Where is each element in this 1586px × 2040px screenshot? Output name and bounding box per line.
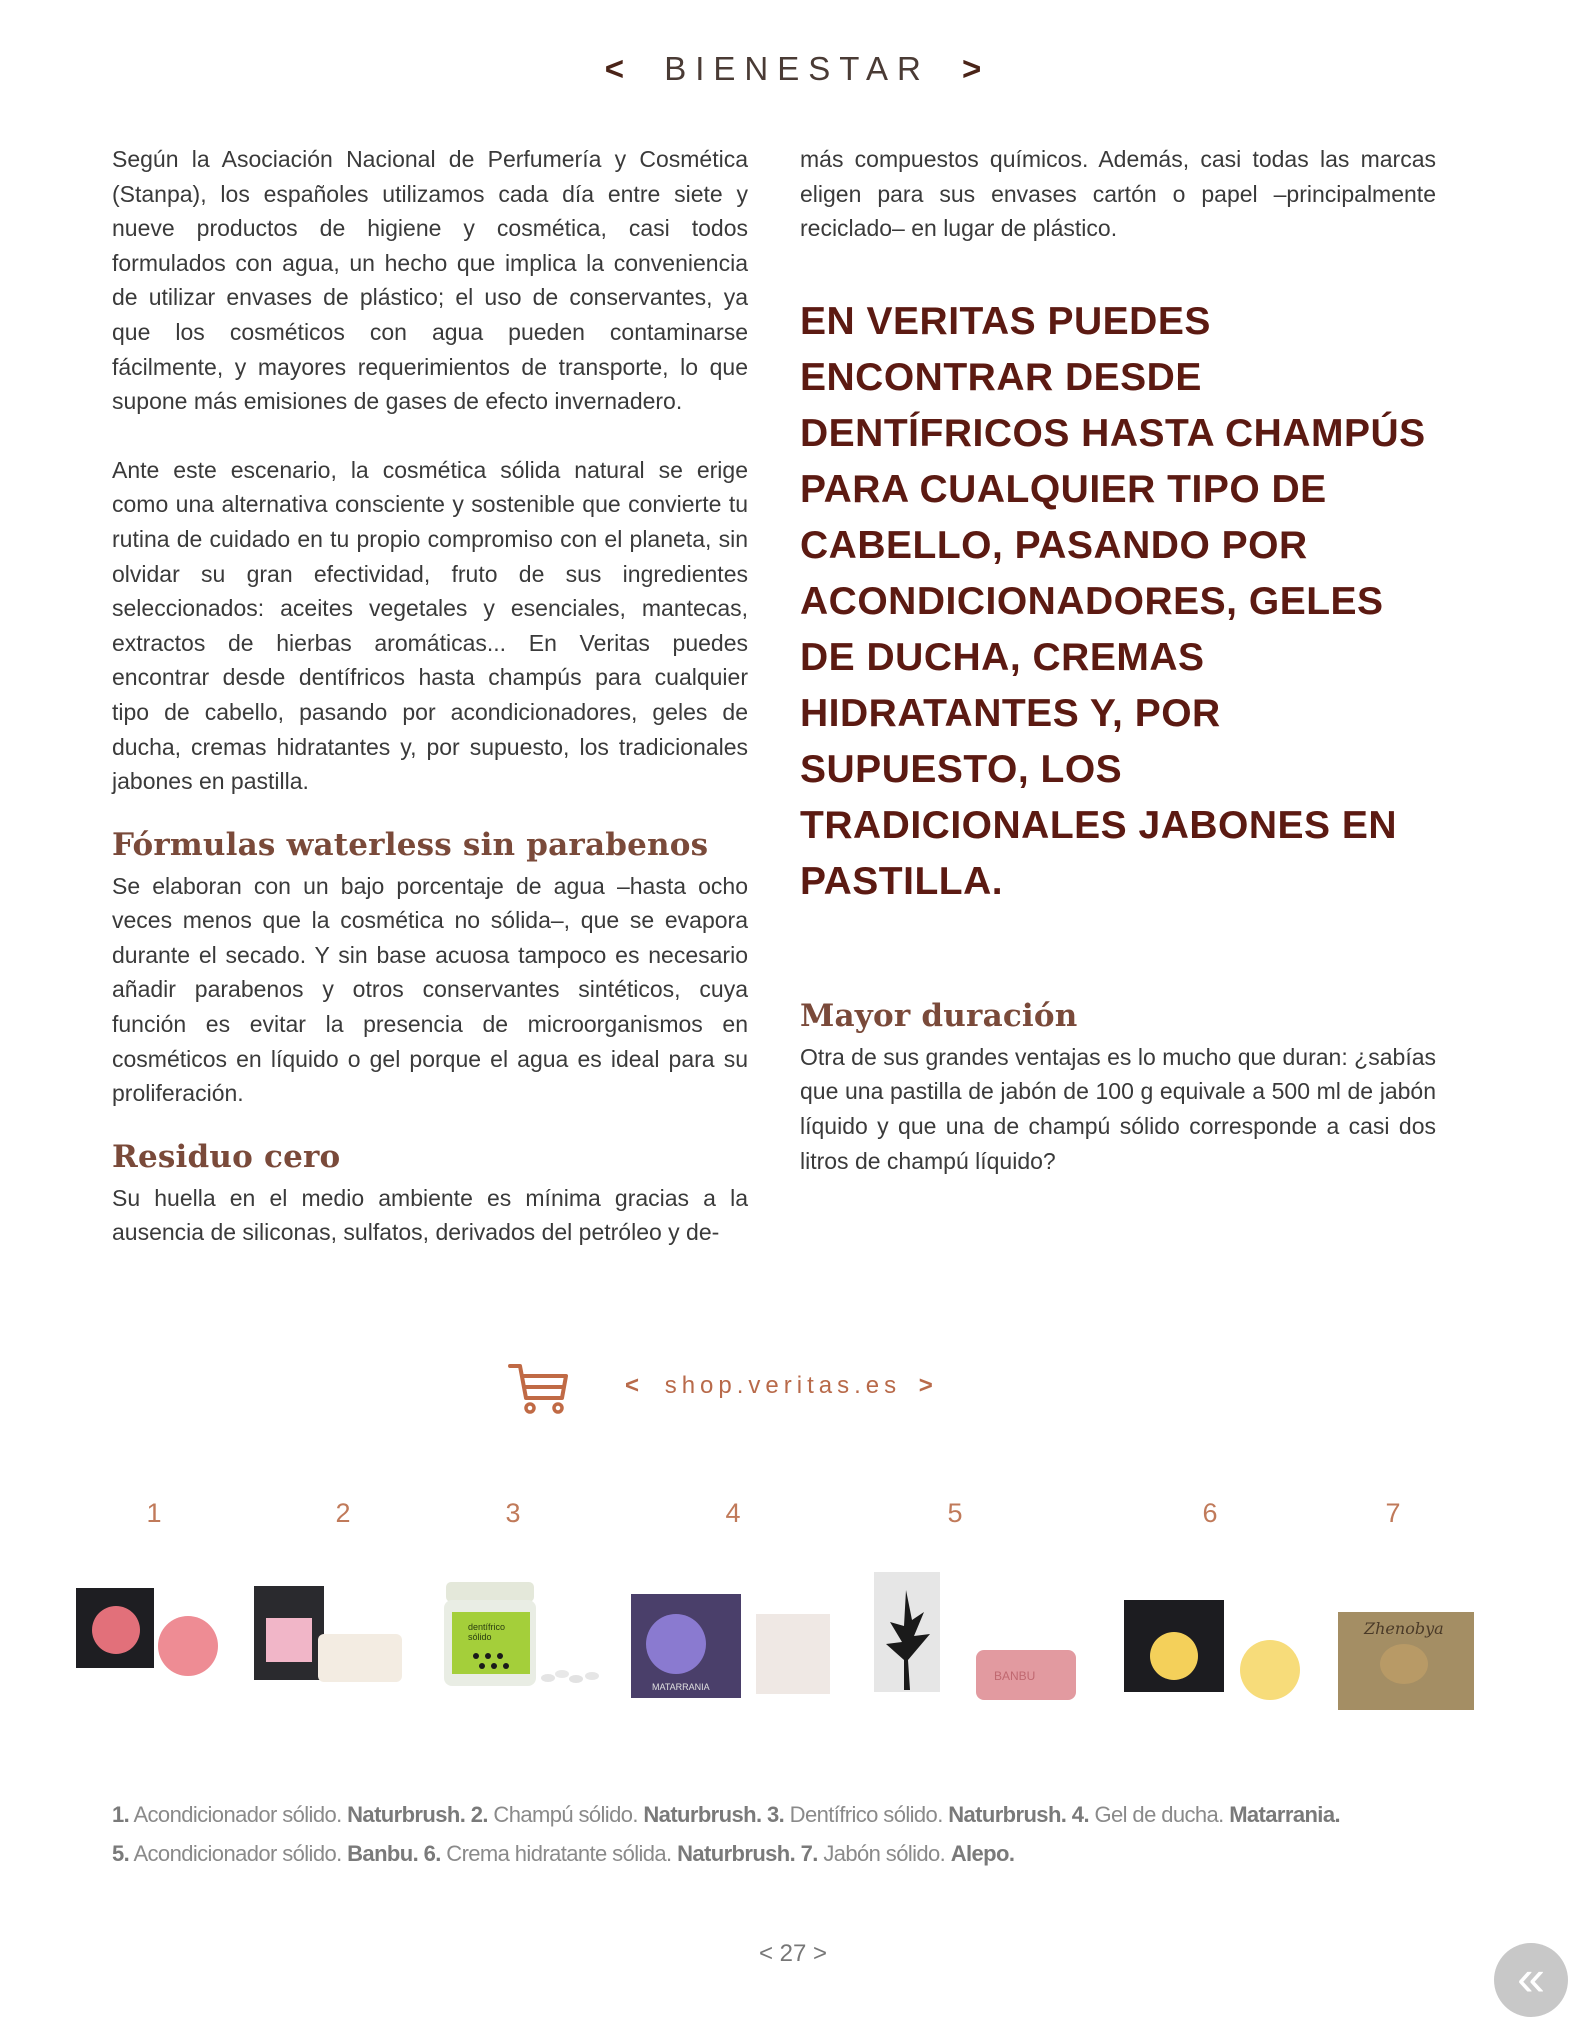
product-number: 7 xyxy=(1385,1498,1401,1528)
chevron-left-icon: < xyxy=(625,1372,640,1399)
section-header xyxy=(0,50,1586,88)
product-label: BANBU xyxy=(994,1669,1036,1683)
caption-desc: Acondicionador sólido. xyxy=(129,1802,348,1827)
product-6-image xyxy=(1124,1600,1300,1700)
paragraph: más compuestos químicos. Además, casi todas las marcas eligen para sus envases cartón o papel –principalmente reciclado– en lugar de plástico. xyxy=(800,146,1436,242)
caption-num: 7. xyxy=(795,1841,818,1866)
product-2-image xyxy=(254,1586,402,1682)
product-number: 5 xyxy=(947,1498,963,1528)
chevron-right-icon: > xyxy=(918,1372,933,1399)
section-title: BIENESTAR xyxy=(664,50,930,87)
paragraph: Su huella en el medio ambiente es mínima gracias a la ausencia de siliconas, sulfatos, derivados del petróleo y de- xyxy=(112,1184,748,1246)
chevron-right-icon: > xyxy=(961,50,982,87)
product-label: MATARRANIA xyxy=(652,1682,710,1692)
caption-desc: Champú sólido. xyxy=(487,1802,644,1827)
caption-brand: Naturbrush. xyxy=(677,1841,796,1866)
product-1-image xyxy=(76,1588,218,1676)
caption-desc: Acondicionador sólido. xyxy=(129,1841,348,1866)
caption-brand: Naturbrush. xyxy=(347,1802,466,1827)
shop-link-row xyxy=(0,1360,1586,1420)
product-number: 4 xyxy=(725,1498,741,1528)
caption-brand: Naturbrush. xyxy=(948,1802,1067,1827)
caption-brand: Matarrania. xyxy=(1229,1802,1340,1827)
product-label: sólido xyxy=(468,1632,492,1642)
product-number: 3 xyxy=(505,1498,521,1528)
pull-quote: EN VERITAS PUEDES ENCONTRAR DESDE DENTÍFRICOS HASTA CHAMPÚS PARA CUALQUIER TIPO DE CABELLO, PASANDO POR ACONDICIONADORES, GELES DE DUCHA, CREMAS HIDRATANTES Y, POR SUPUESTO, LOS TRADICIONALES JABONES EN PASTILLA. xyxy=(800,299,1426,903)
paragraph: Ante este escenario, la cosmética sólida natural se erige como una alternativa consciente y sostenible que convierte tu rutina de cuidado en tu propio compromiso con el planeta, sin olvidar su gran efectividad, fruto de sus ingredientes seleccionados: aceites vegetales y esenciales, mantecas, extractos de hierbas aromáticas... En Veritas puedes encontrar desde dentífricos hasta champús para cualquier tipo de cabello, pasando por acondicionadores, geles de ducha, cremas hidratantes y, por supuesto, los tradicionales jabones en pastilla. xyxy=(112,456,748,795)
subheading: Mayor duración xyxy=(800,997,1078,1034)
caption-num: 5. xyxy=(112,1841,130,1866)
caption-brand: Alepo. xyxy=(950,1841,1015,1866)
caption-desc: Dentífrico sólido. xyxy=(784,1802,949,1827)
right-column xyxy=(800,142,1436,1178)
caption-brand: Naturbrush. xyxy=(643,1802,762,1827)
shop-url[interactable]: shop.veritas.es xyxy=(664,1372,902,1399)
product-7-image xyxy=(1338,1612,1474,1710)
paragraph: Otra de sus grandes ventajas es lo mucho que duran: ¿sabías que una pastilla de jabón de 100 g equivale a 500 ml de jabón líquido y que una de champú sólido corresponde a casi dos litros de champú líquido? xyxy=(800,1043,1436,1174)
subheading: Fórmulas waterless sin parabenos xyxy=(112,826,709,863)
product-5-image xyxy=(874,1572,1076,1700)
caption-num: 1. xyxy=(112,1802,130,1827)
product-number: 2 xyxy=(335,1498,351,1528)
back-to-start-button[interactable]: « xyxy=(1494,1943,1568,2017)
product-3-image xyxy=(444,1582,599,1686)
caption-desc: Crema hidratante sólida. xyxy=(440,1841,678,1866)
product-number: 1 xyxy=(146,1498,162,1528)
chevron-left-icon: < xyxy=(604,50,625,87)
paragraph: Según la Asociación Nacional de Perfumería y Cosmética (Stanpa), los españoles utilizamos cada día entre siete y nueve productos de higiene y cosmética, casi todos formulados con agua, un hecho que implica la conveniencia de utilizar envases de plástico; el uso de conservantes, ya que los cosméticos con agua pueden contaminarse fácilmente, y mayores requerimientos de transporte, lo que supone más emisiones de gases de efecto invernadero. xyxy=(112,146,748,415)
caption-num: 6. xyxy=(418,1841,441,1866)
product-4-image xyxy=(631,1594,830,1698)
subheading: Residuo cero xyxy=(112,1138,341,1175)
caption-desc: Gel de ducha. xyxy=(1088,1802,1230,1827)
caption-num: 3. xyxy=(761,1802,785,1827)
cart-icon[interactable] xyxy=(508,1360,570,1416)
products-image xyxy=(0,1560,1586,1730)
product-label: dentífrico xyxy=(468,1622,506,1632)
shop-link[interactable] xyxy=(625,1372,933,1400)
product-number: 6 xyxy=(1202,1498,1218,1528)
left-column xyxy=(112,142,748,1250)
product-caption xyxy=(112,1795,1452,1873)
paragraph: Se elaboran con un bajo porcentaje de agua –hasta ocho veces menos que la cosmética no sólida–, que se evapora durante el secado. Y sin base acuosa tampoco es necesario añadir parabenos y otros conservantes sintéticos, cuya función es evitar la presencia de microorganismos en cosméticos en líquido o gel porque el agua es ideal para su proliferación. xyxy=(112,872,748,1107)
product-label: Zhenobya xyxy=(1364,1619,1444,1638)
page-number: < 27 > xyxy=(758,1940,828,1967)
caption-num: 4. xyxy=(1066,1802,1089,1827)
caption-num: 2. xyxy=(465,1802,488,1827)
caption-brand: Banbu. xyxy=(347,1841,419,1866)
caption-desc: Jabón sólido. xyxy=(817,1841,951,1866)
